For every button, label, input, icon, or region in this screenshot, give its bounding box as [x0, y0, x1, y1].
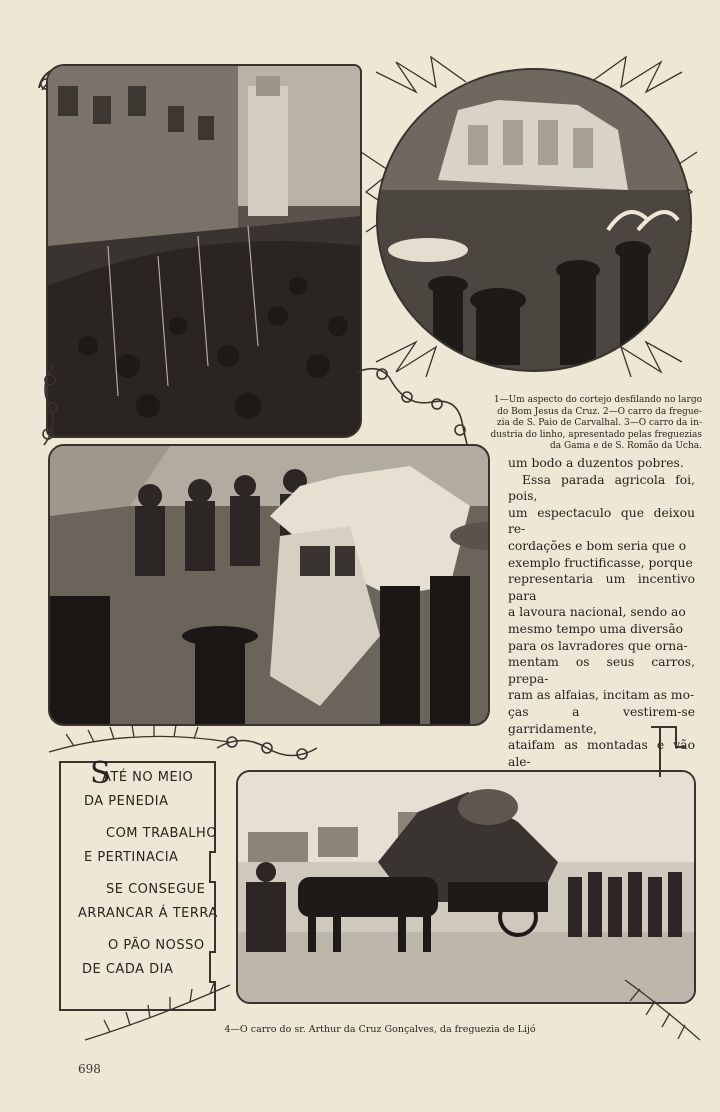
text-line: ataifam as montadas e vão ale- — [508, 738, 695, 769]
text-line: para os lavradores que orna- — [508, 638, 688, 653]
text-line: um bodo a duzentos pobres. — [508, 456, 684, 470]
poem-line: COM TRABALHO — [106, 826, 218, 841]
chain-ornament-left — [34, 360, 74, 450]
caption-line: da Gama e de S. Romão da Ucha. — [549, 441, 702, 451]
leaf-ornament-bottom-right — [620, 975, 704, 1047]
poem-line: ATÉ NO MEIO — [102, 770, 194, 785]
page-number: 698 — [78, 1062, 101, 1076]
text-line: representaria um incentivo para — [508, 572, 695, 603]
text-line: exemplo fructificasse, porque — [508, 555, 693, 570]
poem-line: DA PENEDIA — [84, 794, 169, 809]
poem-line: E PERTINACIA — [84, 850, 179, 865]
photo-float-carvalhal — [376, 68, 692, 372]
caption-line: 1—Um aspecto do cortejo desfilando no largo — [493, 395, 702, 405]
poem-initial: S — [90, 756, 112, 791]
photo-float-linen-industry — [48, 444, 490, 726]
text-line: a lavoura nacional, sendo ao — [508, 605, 686, 620]
text-line: ram as alfaias, incitam as mo- — [508, 688, 695, 703]
text-line: um espectaculo que deixou re- — [508, 505, 695, 537]
poem-line: ARRANCAR Á TERRA — [78, 906, 218, 921]
caption-photo-4: 4—O carro do sr. Arthur da Cruz Gonçalves, da freguezia de Lijó — [224, 1024, 536, 1035]
poem-line: O PÃO NOSSO — [108, 938, 205, 953]
text-line: Essa parada agricola foi, pois, — [508, 472, 695, 504]
text-line: mentam os seus carros, prepa- — [508, 655, 695, 686]
poem-line: SE CONSEGUE — [106, 882, 206, 897]
text-line: ças a vestirem-se garridamente, — [508, 704, 695, 736]
text-line: cordações e bom seria que o — [508, 538, 687, 553]
bracket-ornament — [646, 722, 690, 782]
photo-ox-cart-lijo — [236, 770, 696, 1004]
text-line: mesmo tempo uma diversão — [508, 621, 684, 636]
caption-photos-1-3 — [470, 395, 702, 453]
poem-line: DE CADA DIA — [82, 962, 174, 977]
caption-line: do Bom Jesus da Cruz. 2—O carro da fregue- — [497, 406, 702, 417]
wheat-ornament-bottom — [80, 980, 240, 1050]
caption-line: dustria do linho, apresentado pelas freguezias — [490, 429, 702, 440]
caption-line: zia de S. Paio de Carvalhal. 3—O carro da in- — [496, 418, 702, 428]
photo-procession-street — [46, 64, 362, 438]
